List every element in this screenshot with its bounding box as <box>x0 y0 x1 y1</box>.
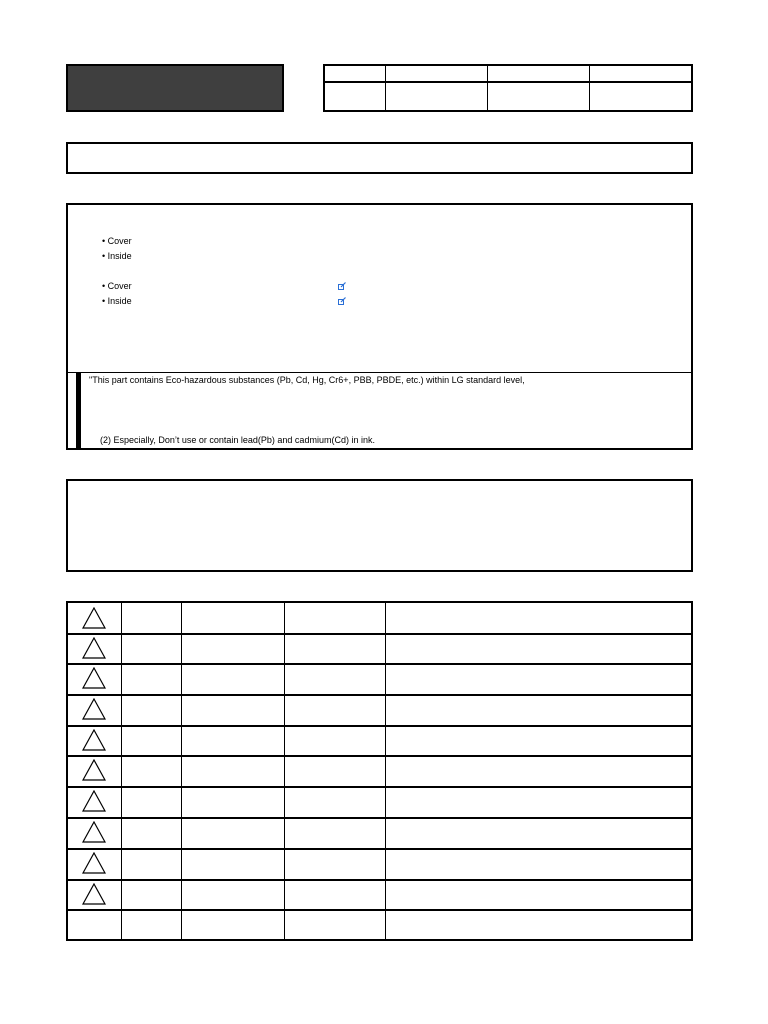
revision-table-row-line <box>68 633 691 635</box>
model-name-box <box>66 142 693 174</box>
revision-triangle-icon <box>82 637 106 659</box>
revision-table-column <box>284 603 285 939</box>
revision-table-row-line <box>68 694 691 696</box>
spec-inside-item: • Inside <box>102 251 132 261</box>
revision-triangle-icon <box>82 759 106 781</box>
title-block <box>66 64 284 112</box>
revision-triangle-icon <box>82 883 106 905</box>
lead-cadmium-note: (2) Especially, Don’t use or contain lead(Pb) and cadmium(Cd) in ink. <box>100 435 375 445</box>
revision-table-column <box>385 603 386 939</box>
spec-cover-item: • Cover <box>102 281 132 291</box>
revision-table-row-line <box>68 786 691 788</box>
approval-grid-divider <box>325 81 691 83</box>
revision-triangle-icon <box>82 607 106 629</box>
spec-divider <box>68 372 691 373</box>
approval-grid-column <box>589 66 590 110</box>
revision-table-column <box>181 603 182 939</box>
revision-triangle-icon <box>82 790 106 812</box>
revision-table-row-line <box>68 879 691 881</box>
revision-triangle-icon <box>82 698 106 720</box>
revision-triangle-icon <box>82 821 106 843</box>
approval-grid-column <box>385 66 386 110</box>
revision-table-row-line <box>68 725 691 727</box>
spec-inside-item: • Inside <box>102 296 132 306</box>
specification-box <box>66 203 693 450</box>
revision-table-row-line <box>68 663 691 665</box>
revision-triangle-icon <box>82 852 106 874</box>
revision-table-row-line <box>68 909 691 911</box>
revision-table-row-line <box>68 848 691 850</box>
revision-table-column <box>121 603 122 939</box>
revision-triangle-icon <box>82 667 106 689</box>
eco-hazard-note: "This part contains Eco-hazardous substances (Pb, Cd, Hg, Cr6+, PBB, PBDE, etc.) within LG standard level, <box>89 375 525 385</box>
approval-grid-column <box>487 66 488 110</box>
revision-table <box>66 601 693 941</box>
edit-icon[interactable] <box>338 297 346 307</box>
approval-grid <box>323 64 693 112</box>
note-bar-line <box>80 373 81 448</box>
spec-cover-item: • Cover <box>102 236 132 246</box>
revision-triangle-icon <box>82 729 106 751</box>
revision-table-row-line <box>68 755 691 757</box>
revision-table-row-line <box>68 817 691 819</box>
edit-icon[interactable] <box>338 282 346 292</box>
remark-box <box>66 479 693 572</box>
approval-grid-column <box>691 81 692 110</box>
